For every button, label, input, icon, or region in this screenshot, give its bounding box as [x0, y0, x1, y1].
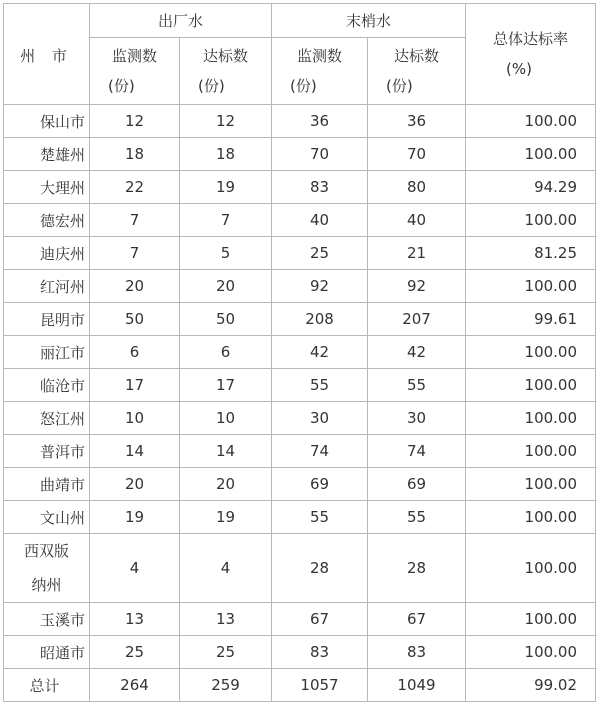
tap-monitored-count: 28 — [272, 534, 368, 603]
tap-qualified-count: 92 — [368, 270, 466, 303]
tap-qualified-count: 67 — [368, 603, 466, 636]
tap-qualified-count: 74 — [368, 435, 466, 468]
region-name: 玉溪市 — [4, 603, 90, 636]
table-body — [4, 105, 596, 702]
overall-rate-unit: (%) — [506, 60, 532, 78]
tap-monitored-count: 74 — [272, 435, 368, 468]
overall-rate: 100.00 — [466, 534, 596, 603]
total-overall-rate: 99.02 — [466, 669, 596, 702]
overall-rate: 94.29 — [466, 171, 596, 204]
tap-qualified-count: 21 — [368, 237, 466, 270]
tap-monitored-header — [272, 38, 368, 105]
total-tap-qualified: 1049 — [368, 669, 466, 702]
outlet-qualified-count: 20 — [180, 468, 272, 501]
outlet-qualified-count: 6 — [180, 336, 272, 369]
overall-rate: 100.00 — [466, 636, 596, 669]
region-name: 普洱市 — [4, 435, 90, 468]
table-row — [4, 336, 596, 369]
outlet-monitored-count: 18 — [90, 138, 180, 171]
table-row — [4, 636, 596, 669]
outlet-monitored-count: 19 — [90, 501, 180, 534]
outlet-monitored-count: 17 — [90, 369, 180, 402]
tap-monitored-count: 83 — [272, 171, 368, 204]
tap-monitored-count: 70 — [272, 138, 368, 171]
tap-qualified-count: 30 — [368, 402, 466, 435]
outlet-monitored-header — [90, 38, 180, 105]
total-outlet-monitored: 264 — [90, 669, 180, 702]
table-row — [4, 369, 596, 402]
outlet-qualified-count: 4 — [180, 534, 272, 603]
region-name: 楚雄州 — [4, 138, 90, 171]
outlet-monitored-count: 20 — [90, 270, 180, 303]
tap-monitored-count: 55 — [272, 369, 368, 402]
tap-qualified-count: 80 — [368, 171, 466, 204]
outlet-monitored-count: 7 — [90, 204, 180, 237]
total-tap-monitored: 1057 — [272, 669, 368, 702]
outlet-qualified-label: 达标数 — [203, 47, 249, 65]
table-row — [4, 270, 596, 303]
region-name-line2: 纳州 — [31, 576, 62, 594]
tap-monitored-count: 42 — [272, 336, 368, 369]
tap-qualified-count: 83 — [368, 636, 466, 669]
tap-monitored-count: 67 — [272, 603, 368, 636]
total-outlet-qualified: 259 — [180, 669, 272, 702]
outlet-monitored-label: 监测数 — [111, 47, 157, 65]
tap-monitored-count: 30 — [272, 402, 368, 435]
table-row — [4, 171, 596, 204]
tap-qualified-count: 36 — [368, 105, 466, 138]
outlet-monitored-count: 6 — [90, 336, 180, 369]
table-row — [4, 402, 596, 435]
tap-qualified-header — [368, 38, 466, 105]
table-container — [3, 3, 596, 702]
tap-monitored-count: 69 — [272, 468, 368, 501]
header-row-top — [4, 4, 596, 38]
table-row — [4, 204, 596, 237]
outlet-qualified-count: 12 — [180, 105, 272, 138]
water-quality-table — [3, 3, 596, 702]
outlet-qualified-unit: (份) — [198, 77, 225, 95]
outlet-monitored-count: 14 — [90, 435, 180, 468]
outlet-qualified-count: 17 — [180, 369, 272, 402]
outlet-water-header: 出厂水 — [90, 4, 272, 38]
tap-monitored-count: 208 — [272, 303, 368, 336]
tap-water-header: 末梢水 — [272, 4, 466, 38]
region-name: 丽江市 — [4, 336, 90, 369]
table-row — [4, 105, 596, 138]
tap-qualified-count: 207 — [368, 303, 466, 336]
tap-qualified-count: 28 — [368, 534, 466, 603]
tap-monitored-count: 55 — [272, 501, 368, 534]
outlet-qualified-count: 19 — [180, 171, 272, 204]
tap-qualified-count: 42 — [368, 336, 466, 369]
outlet-qualified-count: 18 — [180, 138, 272, 171]
region-header: 州 市 — [4, 4, 90, 105]
overall-rate: 100.00 — [466, 468, 596, 501]
overall-rate: 81.25 — [466, 237, 596, 270]
region-name: 红河州 — [4, 270, 90, 303]
tap-monitored-count: 83 — [272, 636, 368, 669]
outlet-monitored-count: 10 — [90, 402, 180, 435]
outlet-qualified-count: 20 — [180, 270, 272, 303]
tap-monitored-label: 监测数 — [297, 47, 343, 65]
region-name: 文山州 — [4, 501, 90, 534]
outlet-qualified-count: 50 — [180, 303, 272, 336]
overall-rate: 100.00 — [466, 402, 596, 435]
tap-qualified-count: 69 — [368, 468, 466, 501]
overall-rate: 100.00 — [466, 336, 596, 369]
outlet-monitored-count: 22 — [90, 171, 180, 204]
overall-rate-header — [466, 4, 596, 105]
outlet-monitored-count: 13 — [90, 603, 180, 636]
tap-qualified-count: 70 — [368, 138, 466, 171]
overall-rate: 100.00 — [466, 138, 596, 171]
tap-monitored-count: 40 — [272, 204, 368, 237]
outlet-qualified-count: 14 — [180, 435, 272, 468]
overall-rate: 100.00 — [466, 204, 596, 237]
table-row — [4, 435, 596, 468]
overall-rate: 100.00 — [466, 603, 596, 636]
tap-monitored-unit: (份) — [290, 77, 317, 95]
tap-monitored-count: 25 — [272, 237, 368, 270]
outlet-qualified-count: 10 — [180, 402, 272, 435]
outlet-monitored-count: 20 — [90, 468, 180, 501]
tap-qualified-count: 55 — [368, 369, 466, 402]
outlet-qualified-count: 13 — [180, 603, 272, 636]
region-name: 德宏州 — [4, 204, 90, 237]
region-name: 昭通市 — [4, 636, 90, 669]
region-name: 曲靖市 — [4, 468, 90, 501]
region-name: 迪庆州 — [4, 237, 90, 270]
outlet-qualified-count: 5 — [180, 237, 272, 270]
table-row — [4, 603, 596, 636]
outlet-monitored-count: 4 — [90, 534, 180, 603]
overall-rate-label: 总体达标率 — [493, 30, 569, 48]
tap-qualified-unit: (份) — [386, 77, 413, 95]
outlet-monitored-count: 12 — [90, 105, 180, 138]
tap-monitored-count: 36 — [272, 105, 368, 138]
region-name: 大理州 — [4, 171, 90, 204]
tap-qualified-count: 55 — [368, 501, 466, 534]
table-row — [4, 534, 596, 603]
outlet-monitored-count: 7 — [90, 237, 180, 270]
outlet-qualified-count: 7 — [180, 204, 272, 237]
outlet-monitored-count: 50 — [90, 303, 180, 336]
region-name — [4, 534, 90, 603]
outlet-qualified-count: 19 — [180, 501, 272, 534]
tap-monitored-count: 92 — [272, 270, 368, 303]
overall-rate: 99.61 — [466, 303, 596, 336]
region-name: 保山市 — [4, 105, 90, 138]
total-row — [4, 669, 596, 702]
table-row — [4, 468, 596, 501]
outlet-monitored-count: 25 — [90, 636, 180, 669]
tap-qualified-label: 达标数 — [394, 47, 440, 65]
overall-rate: 100.00 — [466, 105, 596, 138]
region-name: 怒江州 — [4, 402, 90, 435]
overall-rate: 100.00 — [466, 501, 596, 534]
outlet-monitored-unit: (份) — [108, 77, 135, 95]
tap-qualified-count: 40 — [368, 204, 466, 237]
region-name: 临沧市 — [4, 369, 90, 402]
table-row — [4, 303, 596, 336]
overall-rate: 100.00 — [466, 270, 596, 303]
region-name: 昆明市 — [4, 303, 90, 336]
overall-rate: 100.00 — [466, 435, 596, 468]
total-label: 总计 — [4, 669, 90, 702]
outlet-qualified-header — [180, 38, 272, 105]
overall-rate: 100.00 — [466, 369, 596, 402]
table-row — [4, 138, 596, 171]
table-row — [4, 237, 596, 270]
region-name-line1: 西双版 — [23, 542, 69, 560]
table-row — [4, 501, 596, 534]
outlet-qualified-count: 25 — [180, 636, 272, 669]
